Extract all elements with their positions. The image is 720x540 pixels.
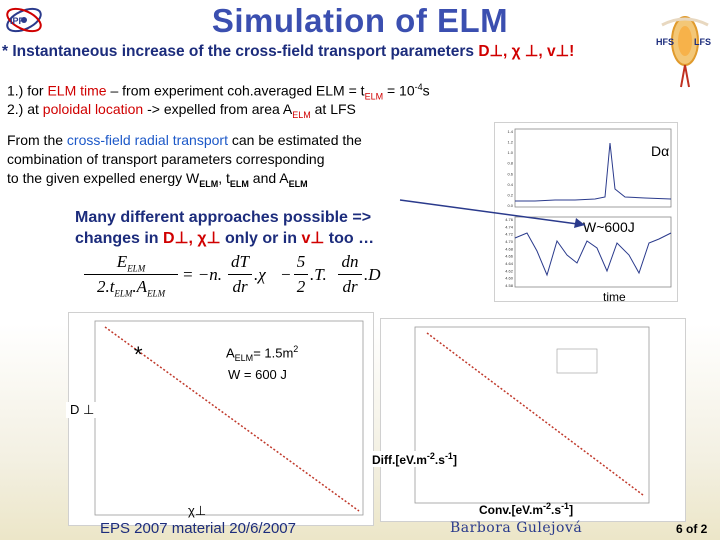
w600-label: W = 600 J	[228, 367, 287, 382]
eq-minus-n: = −n.	[182, 265, 222, 284]
eq-chi: .χ	[254, 265, 266, 284]
y-tick-label: 4.64	[505, 261, 513, 266]
eq-D: .D	[364, 265, 381, 284]
eq-lhs-bar	[84, 274, 178, 275]
right-plot-frame	[415, 327, 649, 503]
point-2: 2.) at poloidal location -> expelled from area $A_{ELM}$ at LFS	[7, 101, 356, 120]
y-tick-label: 4.72	[505, 231, 513, 237]
eq-lhs-num: $E_{ELM}$	[116, 252, 146, 274]
eq-dr2: dr	[342, 277, 358, 296]
approaches-text	[75, 207, 374, 249]
hfs-label: HFS	[656, 37, 674, 47]
pointer-arrow	[380, 180, 600, 240]
y-tick-label: 0.6	[507, 171, 513, 177]
w-label: W~600J	[583, 219, 635, 235]
y-tick-label: 4.76	[505, 217, 513, 222]
crossfield-line-2: combination of transport parameters corresponding	[7, 151, 325, 167]
approaches-line-1: Many different approaches possible =>	[75, 209, 372, 226]
footer-center: Barbora Gulejová	[450, 520, 583, 536]
approaches-line-2: changes in D⊥, χ⊥ only or in v⊥ too …	[75, 230, 375, 247]
right-plot-line	[427, 333, 643, 495]
ipp-logo-text: IPP	[10, 16, 25, 26]
left-plot-svg	[69, 313, 373, 525]
eq-T: .T.	[310, 265, 327, 284]
y-tick-label: 1.0	[507, 150, 513, 156]
y-tick-label: 0.0	[507, 203, 513, 208]
chi-perp-label: χ⊥	[188, 503, 207, 518]
y-tick-label: 4.62	[505, 268, 513, 274]
page-title: Simulation of ELM	[211, 2, 509, 39]
eq-frac3-bar	[338, 274, 362, 275]
eq-two: 2	[296, 277, 306, 296]
eq-lhs-den: $2.t_{ELM}.A_{ELM}$	[96, 277, 166, 299]
plasma-logo	[654, 5, 716, 93]
y-tick-label: 4.58	[505, 283, 513, 288]
equation	[82, 252, 412, 302]
dalpha-label: Dα	[651, 143, 670, 159]
eq-five: 5	[296, 252, 306, 271]
aelm-label: $A_{ELM}= 1.5m^2$	[226, 344, 299, 363]
y-tick-label: 4.74	[505, 224, 513, 230]
y-tick-label: 0.4	[507, 181, 513, 187]
lfs-label: LFS	[694, 37, 711, 47]
right-plot-svg	[381, 319, 685, 521]
diff-axis-label: $Diff.[eV.m^{-2}.s^{-1}]$	[368, 451, 461, 467]
right-plot-legend	[557, 349, 597, 373]
eq-dn: dn	[341, 252, 359, 271]
d-perp-label: D ⊥	[66, 402, 98, 418]
eq-dT: dT	[231, 252, 249, 271]
star-marker: *	[134, 342, 143, 367]
eq-dr: dr	[232, 277, 248, 296]
footer-left: EPS 2007 material 20/6/2007	[100, 520, 296, 537]
conv-axis-label: $Conv.[eV.m^{-2}.s^{-1}]$	[479, 501, 574, 517]
y-tick-label: 0.8	[507, 160, 513, 166]
time-xlabel: time	[603, 290, 626, 304]
crossfield-line-3: to the given expelled energy $W_{ELM}$, $t_{ELM}$ and $A_{ELM}$	[7, 170, 308, 189]
y-tick-label: 1.2	[507, 139, 513, 145]
y-tick-label: 4.70	[505, 239, 513, 244]
y-tick-label: 4.66	[505, 253, 513, 259]
y-tick-label: 4.60	[505, 275, 513, 281]
y-tick-label: 4.68	[505, 246, 513, 252]
left-plot	[68, 312, 374, 526]
eq-minus: −	[280, 265, 292, 284]
y-tick-label: 1.4	[507, 129, 513, 134]
y-tick-label: 0.2	[507, 192, 513, 198]
eq-frac2-bar	[294, 274, 308, 275]
right-plot	[380, 318, 686, 522]
subtitle: * Instantaneous increase of the cross-field transport parameters D⊥, χ ⊥, v⊥!	[2, 43, 575, 60]
crossfield-line-1: From the cross-field radial transport can be estimated the	[7, 132, 362, 148]
eq-frac1-bar	[228, 274, 252, 275]
footer-page: 6 of 2	[676, 522, 708, 536]
point-1: 1.) for ELM time – from experiment coh.averaged ELM = $t_{ELM} = 10^{-4}s$	[7, 82, 430, 102]
